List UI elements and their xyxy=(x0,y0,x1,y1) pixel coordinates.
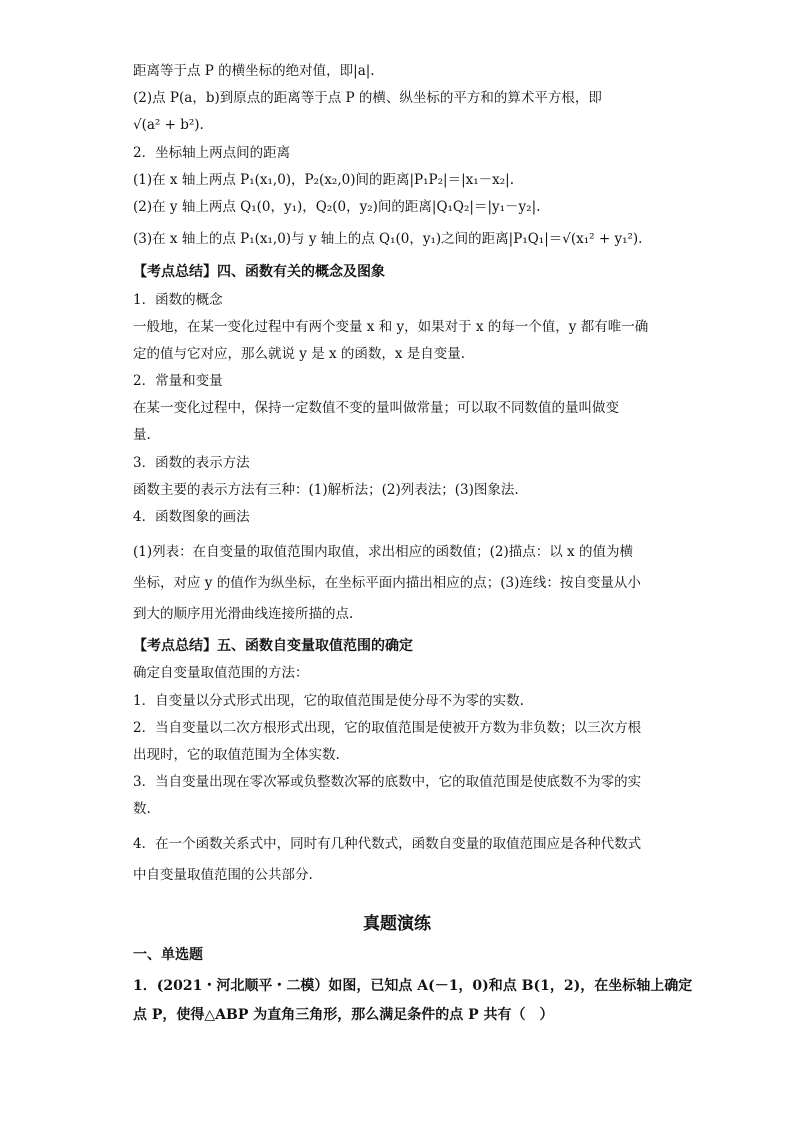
question-type-heading: 一、单选题 xyxy=(133,947,203,963)
text-line: 确定自变量取值范围的方法： xyxy=(133,665,309,681)
text-line: (2)在 y 轴上两点 Q₁(0，y₁)，Q₂(0，y₂)间的距离|Q₁Q₂|＝|y₁－y₂|. xyxy=(133,199,541,215)
text-line: 坐标，对应 y 的值作为纵坐标，在坐标平面内描出相应的点；(3)连线：按自变量从小 xyxy=(133,575,641,591)
text-line: 1．自变量以分式形式出现，它的取值范围是使分母不为零的实数. xyxy=(133,693,524,709)
section-heading-4: 【考点总结】四、函数有关的概念及图象 xyxy=(133,264,385,280)
text-line: 2．当自变量以二次方根形式出现，它的取值范围是使被开方数为非负数；以三次方根 xyxy=(133,720,642,736)
question-1-line-1: 1．(2021・河北顺平・二模）如图，已知点 A(－1，0)和点 B(1，2)，在坐标轴上确定 xyxy=(133,978,693,994)
text-line: (1)在 x 轴上两点 P₁(x₁,0)，P₂(x₂,0)间的距离|P₁P₂|＝|x₁－x₂|. xyxy=(133,172,515,188)
text-line: 一般地，在某一变化过程中有两个变量 x 和 y，如果对于 x 的每一个值，y 都有唯一确 xyxy=(133,319,649,335)
question-1-line-2: 点 P，使得△ABP 为直角三角形，那么满足条件的点 P 共有（ ） xyxy=(133,1007,554,1023)
text-line: (3)在 x 轴上的点 P₁(x₁,0)与 y 轴上的点 Q₁(0，y₁)之间的距离|P₁Q₁|＝√(x₁² + y₁²). xyxy=(133,231,643,247)
text-line: 中自变量取值范围的公共部分. xyxy=(133,867,313,883)
text-line: 距离等于点 P 的横坐标的绝对值，即|a|. xyxy=(133,63,375,79)
subheading: 3．函数的表示方法 xyxy=(133,455,250,471)
text-line: 定的值与它对应，那么就说 y 是 x 的函数，x 是自变量. xyxy=(133,346,466,362)
text-line: 量. xyxy=(133,427,151,443)
text-line: 3．当自变量出现在零次幂或负整数次幂的底数中，它的取值范围是使底数不为零的实 xyxy=(133,774,642,790)
text-line: 在某一变化过程中，保持一定数值不变的量叫做常量；可以取不同数值的量叫做变 xyxy=(133,400,619,416)
text-line: 4．在一个函数关系式中，同时有几种代数式，函数自变量的取值范围应是各种代数式 xyxy=(133,836,642,852)
subheading: 2．坐标轴上两点间的距离 xyxy=(133,145,291,161)
text-line: 数. xyxy=(133,801,151,817)
subheading: 4．函数图象的画法 xyxy=(133,509,250,525)
text-line: (2)点 P(a，b)到原点的距离等于点 P 的横、纵坐标的平方和的算术平方根，即 xyxy=(133,90,602,106)
section-title: 真题演练 xyxy=(363,914,431,934)
formula-line: √(a² + b²). xyxy=(133,117,204,133)
text-line: 到大的顺序用光滑曲线连接所描的点. xyxy=(133,606,354,622)
text-line: 出现时，它的取值范围为全体实数. xyxy=(133,747,340,763)
subheading: 1．函数的概念 xyxy=(133,292,223,308)
subheading: 2．常量和变量 xyxy=(133,373,223,389)
section-heading-5: 【考点总结】五、函数自变量取值范围的确定 xyxy=(133,638,413,654)
text-line: (1)列表：在自变量的取值范围内取值，求出相应的函数值；(2)描点：以 x 的值为横 xyxy=(133,544,633,560)
text-line: 函数主要的表示方法有三种：(1)解析法；(2)列表法；(3)图象法. xyxy=(133,482,519,498)
